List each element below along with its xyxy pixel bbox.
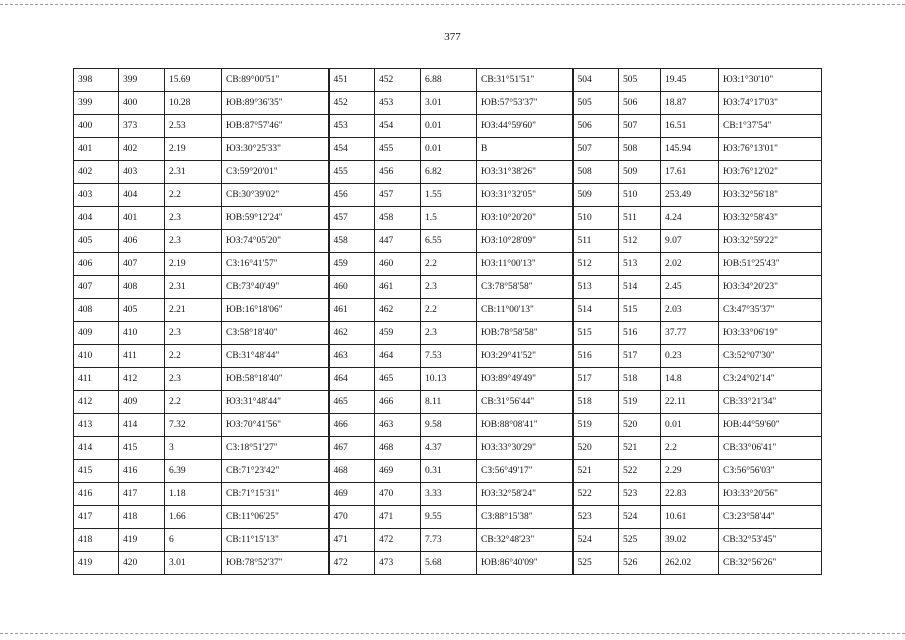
cell-from-point-group-1: 403: [74, 184, 119, 207]
cell-from-point-group-3: 514: [573, 299, 619, 322]
cell-distance-group-3: 262.02: [661, 552, 719, 575]
cell-bearing-group-2: ЮЗ:10°20'20": [477, 207, 573, 230]
survey-table-body: [74, 69, 822, 575]
cell-bearing-group-1: ЮВ:89°36'35": [222, 92, 329, 115]
cell-to-point-group-2: 457: [375, 184, 421, 207]
table-row: [74, 184, 822, 207]
cell-to-point-group-2: 459: [375, 322, 421, 345]
cell-bearing-group-1: СВ:11°06'25": [222, 506, 329, 529]
cell-bearing-group-2: ЮЗ:89°49'49": [477, 368, 573, 391]
cell-bearing-group-3: ЮЗ:33°06'19": [719, 322, 822, 345]
cell-bearing-group-1: ЮВ:58°18'40": [222, 368, 329, 391]
cell-from-point-group-1: 418: [74, 529, 119, 552]
cell-distance-group-2: 0.01: [421, 138, 477, 161]
cell-bearing-group-2: ЮВ:88°08'41": [477, 414, 573, 437]
cell-bearing-group-3: СВ:1°37'54": [719, 115, 822, 138]
cell-bearing-group-3: ЮЗ:76°12'02": [719, 161, 822, 184]
cell-bearing-group-1: СВ:30°39'02": [222, 184, 329, 207]
cell-from-point-group-2: 472: [329, 552, 375, 575]
cell-distance-group-2: 0.31: [421, 460, 477, 483]
cell-bearing-group-1: ЮВ:59°12'24": [222, 207, 329, 230]
table-row: [74, 391, 822, 414]
cell-from-point-group-2: 454: [329, 138, 375, 161]
cell-to-point-group-3: 520: [619, 414, 661, 437]
cell-bearing-group-1: СЗ:58°18'40": [222, 322, 329, 345]
cell-bearing-group-1: ЮЗ:31°48'44": [222, 391, 329, 414]
cell-to-point-group-1: 411: [119, 345, 165, 368]
cell-to-point-group-3: 517: [619, 345, 661, 368]
cell-to-point-group-3: 509: [619, 161, 661, 184]
cell-from-point-group-3: 512: [573, 253, 619, 276]
cell-bearing-group-2: СВ:31°56'44": [477, 391, 573, 414]
cell-to-point-group-1: 407: [119, 253, 165, 276]
cell-to-point-group-3: 511: [619, 207, 661, 230]
table-row: [74, 92, 822, 115]
cell-from-point-group-3: 522: [573, 483, 619, 506]
cell-distance-group-2: 6.88: [421, 69, 477, 92]
cell-from-point-group-3: 524: [573, 529, 619, 552]
cell-from-point-group-3: 517: [573, 368, 619, 391]
cell-to-point-group-2: 447: [375, 230, 421, 253]
cell-to-point-group-3: 525: [619, 529, 661, 552]
cell-to-point-group-1: 400: [119, 92, 165, 115]
cell-bearing-group-2: ЮЗ:44°59'60": [477, 115, 573, 138]
cell-from-point-group-3: 519: [573, 414, 619, 437]
cell-distance-group-2: 7.53: [421, 345, 477, 368]
table-row: [74, 322, 822, 345]
cell-from-point-group-2: 458: [329, 230, 375, 253]
cell-to-point-group-3: 515: [619, 299, 661, 322]
cell-bearing-group-2: ЮЗ:11°00'13": [477, 253, 573, 276]
cell-distance-group-2: 9.58: [421, 414, 477, 437]
cell-from-point-group-2: 455: [329, 161, 375, 184]
cell-distance-group-2: 2.3: [421, 276, 477, 299]
cell-distance-group-3: 9.07: [661, 230, 719, 253]
cell-from-point-group-2: 463: [329, 345, 375, 368]
cell-from-point-group-3: 504: [573, 69, 619, 92]
cell-from-point-group-1: 411: [74, 368, 119, 391]
cell-to-point-group-3: 521: [619, 437, 661, 460]
cell-bearing-group-1: ЮЗ:30°25'33": [222, 138, 329, 161]
cell-distance-group-3: 2.2: [661, 437, 719, 460]
cell-from-point-group-2: 468: [329, 460, 375, 483]
cell-bearing-group-1: СЗ:18°51'27": [222, 437, 329, 460]
cell-bearing-group-2: ЮВ:57°53'37": [477, 92, 573, 115]
cell-from-point-group-3: 509: [573, 184, 619, 207]
cell-distance-group-3: 14.8: [661, 368, 719, 391]
cell-bearing-group-3: СЗ:23°58'44": [719, 506, 822, 529]
cell-distance-group-3: 22.83: [661, 483, 719, 506]
cell-distance-group-1: 2.31: [165, 161, 222, 184]
cell-bearing-group-3: ЮЗ:32°56'18": [719, 184, 822, 207]
cell-to-point-group-2: 453: [375, 92, 421, 115]
cell-from-point-group-1: 419: [74, 552, 119, 575]
cell-from-point-group-2: 467: [329, 437, 375, 460]
cell-distance-group-2: 4.37: [421, 437, 477, 460]
cell-bearing-group-3: ЮЗ:34°20'23": [719, 276, 822, 299]
cell-from-point-group-1: 415: [74, 460, 119, 483]
table-row: [74, 552, 822, 575]
cell-distance-group-1: 2.53: [165, 115, 222, 138]
cell-distance-group-2: 8.11: [421, 391, 477, 414]
cell-to-point-group-1: 412: [119, 368, 165, 391]
cell-from-point-group-1: 409: [74, 322, 119, 345]
cell-bearing-group-1: ЮВ:78°52'37": [222, 552, 329, 575]
cell-to-point-group-2: 471: [375, 506, 421, 529]
cell-to-point-group-2: 465: [375, 368, 421, 391]
cell-distance-group-3: 4.24: [661, 207, 719, 230]
cell-to-point-group-2: 466: [375, 391, 421, 414]
cell-from-point-group-3: 521: [573, 460, 619, 483]
cell-bearing-group-3: СЗ:52°07'30": [719, 345, 822, 368]
cell-bearing-group-3: ЮЗ:1°30'10": [719, 69, 822, 92]
cell-to-point-group-1: 373: [119, 115, 165, 138]
cell-to-point-group-1: 406: [119, 230, 165, 253]
cell-bearing-group-1: ЮВ:87°57'46": [222, 115, 329, 138]
cell-distance-group-1: 2.2: [165, 345, 222, 368]
cell-to-point-group-1: 420: [119, 552, 165, 575]
cell-distance-group-1: 7.32: [165, 414, 222, 437]
cell-distance-group-3: 16.51: [661, 115, 719, 138]
cell-from-point-group-2: 452: [329, 92, 375, 115]
cell-from-point-group-3: 518: [573, 391, 619, 414]
cell-distance-group-3: 253.49: [661, 184, 719, 207]
table-row: [74, 276, 822, 299]
cell-to-point-group-2: 452: [375, 69, 421, 92]
cell-bearing-group-2: ЮВ:86°40'09": [477, 552, 573, 575]
cell-distance-group-2: 3.33: [421, 483, 477, 506]
cell-to-point-group-2: 470: [375, 483, 421, 506]
cell-to-point-group-1: 409: [119, 391, 165, 414]
cell-bearing-group-2: В: [477, 138, 573, 161]
cell-to-point-group-2: 468: [375, 437, 421, 460]
cell-to-point-group-2: 473: [375, 552, 421, 575]
cell-to-point-group-3: 523: [619, 483, 661, 506]
cell-bearing-group-3: ЮЗ:74°17'03": [719, 92, 822, 115]
table-row: [74, 506, 822, 529]
cell-distance-group-3: 18.87: [661, 92, 719, 115]
cell-bearing-group-2: ЮЗ:29°41'52": [477, 345, 573, 368]
cell-bearing-group-1: СВ:31°48'44": [222, 345, 329, 368]
cell-to-point-group-3: 524: [619, 506, 661, 529]
cell-distance-group-1: 2.3: [165, 207, 222, 230]
table-row: [74, 414, 822, 437]
cell-distance-group-3: 37.77: [661, 322, 719, 345]
cell-distance-group-2: 6.82: [421, 161, 477, 184]
cell-distance-group-2: 2.2: [421, 299, 477, 322]
cell-bearing-group-2: ЮЗ:31°32'05": [477, 184, 573, 207]
cell-to-point-group-1: 402: [119, 138, 165, 161]
table-row: [74, 437, 822, 460]
cell-from-point-group-1: 413: [74, 414, 119, 437]
cell-bearing-group-2: СЗ:56°49'17": [477, 460, 573, 483]
cell-from-point-group-2: 471: [329, 529, 375, 552]
cell-from-point-group-2: 453: [329, 115, 375, 138]
cell-from-point-group-2: 456: [329, 184, 375, 207]
cell-bearing-group-3: ЮЗ:32°59'22": [719, 230, 822, 253]
cell-distance-group-2: 2.3: [421, 322, 477, 345]
cell-distance-group-1: 2.2: [165, 184, 222, 207]
cell-distance-group-3: 0.23: [661, 345, 719, 368]
table-row: [74, 368, 822, 391]
cell-bearing-group-1: СЗ:16°41'57": [222, 253, 329, 276]
cell-distance-group-1: 6: [165, 529, 222, 552]
cell-distance-group-1: 15.69: [165, 69, 222, 92]
cell-bearing-group-2: ЮЗ:33°30'29": [477, 437, 573, 460]
cell-bearing-group-3: СВ:33°21'34": [719, 391, 822, 414]
cell-distance-group-2: 1.55: [421, 184, 477, 207]
cell-bearing-group-3: СВ:33°06'41": [719, 437, 822, 460]
cell-distance-group-3: 2.03: [661, 299, 719, 322]
cell-distance-group-1: 2.3: [165, 368, 222, 391]
cell-from-point-group-3: 515: [573, 322, 619, 345]
cell-to-point-group-3: 508: [619, 138, 661, 161]
cell-to-point-group-2: 469: [375, 460, 421, 483]
cell-bearing-group-2: СЗ:88°15'38": [477, 506, 573, 529]
cell-to-point-group-1: 408: [119, 276, 165, 299]
cell-from-point-group-3: 510: [573, 207, 619, 230]
cell-to-point-group-1: 403: [119, 161, 165, 184]
cell-from-point-group-3: 513: [573, 276, 619, 299]
cell-to-point-group-1: 418: [119, 506, 165, 529]
cell-distance-group-2: 9.55: [421, 506, 477, 529]
cell-from-point-group-2: 460: [329, 276, 375, 299]
cell-distance-group-3: 2.02: [661, 253, 719, 276]
cell-distance-group-2: 2.2: [421, 253, 477, 276]
cell-from-point-group-3: 505: [573, 92, 619, 115]
cell-distance-group-1: 10.28: [165, 92, 222, 115]
cell-to-point-group-2: 455: [375, 138, 421, 161]
cell-to-point-group-1: 419: [119, 529, 165, 552]
cell-from-point-group-1: 416: [74, 483, 119, 506]
table-row: [74, 483, 822, 506]
cell-from-point-group-2: 462: [329, 322, 375, 345]
cell-from-point-group-2: 470: [329, 506, 375, 529]
table-row: [74, 460, 822, 483]
cell-from-point-group-2: 451: [329, 69, 375, 92]
cell-bearing-group-3: ЮЗ:33°20'56": [719, 483, 822, 506]
cell-bearing-group-1: ЮЗ:70°41'56": [222, 414, 329, 437]
cell-to-point-group-2: 460: [375, 253, 421, 276]
cell-distance-group-3: 19.45: [661, 69, 719, 92]
cell-to-point-group-2: 464: [375, 345, 421, 368]
cell-to-point-group-3: 512: [619, 230, 661, 253]
cell-bearing-group-1: СВ:71°15'31": [222, 483, 329, 506]
cell-from-point-group-2: 466: [329, 414, 375, 437]
cell-from-point-group-1: 404: [74, 207, 119, 230]
cell-distance-group-2: 6.55: [421, 230, 477, 253]
cell-distance-group-3: 145.94: [661, 138, 719, 161]
table-row: [74, 207, 822, 230]
cell-to-point-group-1: 415: [119, 437, 165, 460]
cell-distance-group-2: 5.68: [421, 552, 477, 575]
cell-to-point-group-2: 456: [375, 161, 421, 184]
cell-from-point-group-2: 459: [329, 253, 375, 276]
cell-to-point-group-1: 405: [119, 299, 165, 322]
cell-to-point-group-2: 472: [375, 529, 421, 552]
scan-edge-top: [0, 4, 905, 5]
cell-distance-group-2: 10.13: [421, 368, 477, 391]
table-row: [74, 253, 822, 276]
cell-from-point-group-2: 469: [329, 483, 375, 506]
cell-bearing-group-2: ЮВ:78°58'58": [477, 322, 573, 345]
table-row: [74, 69, 822, 92]
cell-from-point-group-1: 410: [74, 345, 119, 368]
cell-to-point-group-1: 416: [119, 460, 165, 483]
cell-distance-group-3: 10.61: [661, 506, 719, 529]
cell-to-point-group-3: 516: [619, 322, 661, 345]
cell-from-point-group-1: 399: [74, 92, 119, 115]
cell-from-point-group-2: 464: [329, 368, 375, 391]
cell-to-point-group-3: 513: [619, 253, 661, 276]
cell-bearing-group-2: СВ:11°00'13": [477, 299, 573, 322]
page-number: 377: [444, 31, 461, 43]
cell-from-point-group-1: 400: [74, 115, 119, 138]
cell-to-point-group-2: 458: [375, 207, 421, 230]
cell-to-point-group-3: 505: [619, 69, 661, 92]
cell-bearing-group-1: ЮЗ:74°05'20": [222, 230, 329, 253]
cell-from-point-group-3: 523: [573, 506, 619, 529]
scan-edge-bottom: [0, 633, 905, 634]
cell-distance-group-1: 6.39: [165, 460, 222, 483]
cell-distance-group-1: 2.3: [165, 230, 222, 253]
table-row: [74, 138, 822, 161]
cell-distance-group-3: 0.01: [661, 414, 719, 437]
table-row: [74, 345, 822, 368]
table-row: [74, 299, 822, 322]
cell-distance-group-1: 2.21: [165, 299, 222, 322]
cell-from-point-group-3: 506: [573, 115, 619, 138]
cell-from-point-group-3: 508: [573, 161, 619, 184]
table-row: [74, 115, 822, 138]
cell-to-point-group-2: 461: [375, 276, 421, 299]
cell-to-point-group-3: 526: [619, 552, 661, 575]
survey-table: [73, 68, 822, 575]
cell-from-point-group-1: 402: [74, 161, 119, 184]
cell-to-point-group-2: 463: [375, 414, 421, 437]
cell-from-point-group-3: 516: [573, 345, 619, 368]
table-row: [74, 230, 822, 253]
cell-distance-group-2: 1.5: [421, 207, 477, 230]
cell-from-point-group-1: 412: [74, 391, 119, 414]
cell-distance-group-1: 2.2: [165, 391, 222, 414]
cell-bearing-group-1: СВ:89°00'51": [222, 69, 329, 92]
cell-distance-group-1: 1.18: [165, 483, 222, 506]
cell-distance-group-3: 39.02: [661, 529, 719, 552]
cell-bearing-group-3: СЗ:24°02'14": [719, 368, 822, 391]
cell-distance-group-3: 17.61: [661, 161, 719, 184]
cell-bearing-group-1: ЮВ:16°18'06": [222, 299, 329, 322]
cell-distance-group-1: 1.66: [165, 506, 222, 529]
cell-distance-group-1: 3: [165, 437, 222, 460]
cell-bearing-group-1: СВ:11°15'13": [222, 529, 329, 552]
cell-to-point-group-2: 454: [375, 115, 421, 138]
cell-distance-group-2: 3.01: [421, 92, 477, 115]
cell-bearing-group-2: СЗ:78°58'58": [477, 276, 573, 299]
cell-distance-group-2: 0.01: [421, 115, 477, 138]
cell-distance-group-1: 2.19: [165, 253, 222, 276]
cell-from-point-group-1: 405: [74, 230, 119, 253]
cell-from-point-group-1: 407: [74, 276, 119, 299]
cell-bearing-group-2: ЮЗ:31°38'26": [477, 161, 573, 184]
cell-to-point-group-3: 506: [619, 92, 661, 115]
cell-bearing-group-3: ЮЗ:76°13'01": [719, 138, 822, 161]
cell-bearing-group-3: СВ:32°56'26": [719, 552, 822, 575]
cell-bearing-group-1: СЗ:59°20'01": [222, 161, 329, 184]
cell-from-point-group-3: 507: [573, 138, 619, 161]
cell-to-point-group-1: 410: [119, 322, 165, 345]
cell-from-point-group-3: 511: [573, 230, 619, 253]
cell-from-point-group-1: 417: [74, 506, 119, 529]
cell-from-point-group-2: 465: [329, 391, 375, 414]
cell-from-point-group-1: 406: [74, 253, 119, 276]
cell-to-point-group-3: 514: [619, 276, 661, 299]
cell-to-point-group-1: 417: [119, 483, 165, 506]
cell-to-point-group-3: 519: [619, 391, 661, 414]
cell-distance-group-1: 2.3: [165, 322, 222, 345]
cell-distance-group-1: 2.31: [165, 276, 222, 299]
cell-distance-group-3: 2.45: [661, 276, 719, 299]
cell-bearing-group-3: ЮЗ:32°58'43": [719, 207, 822, 230]
cell-to-point-group-1: 401: [119, 207, 165, 230]
cell-bearing-group-3: ЮВ:51°25'43": [719, 253, 822, 276]
cell-bearing-group-1: СВ:71°23'42": [222, 460, 329, 483]
cell-to-point-group-3: 507: [619, 115, 661, 138]
table-row: [74, 529, 822, 552]
cell-from-point-group-3: 520: [573, 437, 619, 460]
cell-bearing-group-3: СЗ:56°56'03": [719, 460, 822, 483]
cell-to-point-group-1: 414: [119, 414, 165, 437]
cell-bearing-group-2: СВ:31°51'51": [477, 69, 573, 92]
cell-from-point-group-3: 525: [573, 552, 619, 575]
cell-from-point-group-1: 414: [74, 437, 119, 460]
cell-distance-group-3: 2.29: [661, 460, 719, 483]
cell-bearing-group-2: ЮЗ:10°28'09": [477, 230, 573, 253]
cell-bearing-group-3: СВ:32°53'45": [719, 529, 822, 552]
cell-bearing-group-1: СВ:73°40'49": [222, 276, 329, 299]
cell-from-point-group-2: 461: [329, 299, 375, 322]
cell-from-point-group-2: 457: [329, 207, 375, 230]
cell-distance-group-2: 7.73: [421, 529, 477, 552]
cell-to-point-group-1: 399: [119, 69, 165, 92]
cell-to-point-group-2: 462: [375, 299, 421, 322]
cell-from-point-group-1: 408: [74, 299, 119, 322]
cell-from-point-group-1: 398: [74, 69, 119, 92]
cell-distance-group-3: 22.11: [661, 391, 719, 414]
cell-bearing-group-2: ЮЗ:32°58'24": [477, 483, 573, 506]
cell-bearing-group-3: СЗ:47°35'37": [719, 299, 822, 322]
cell-to-point-group-3: 518: [619, 368, 661, 391]
cell-bearing-group-2: СВ:32°48'23": [477, 529, 573, 552]
cell-distance-group-1: 3.01: [165, 552, 222, 575]
cell-bearing-group-3: ЮВ:44°59'60": [719, 414, 822, 437]
cell-to-point-group-1: 404: [119, 184, 165, 207]
cell-distance-group-1: 2.19: [165, 138, 222, 161]
cell-from-point-group-1: 401: [74, 138, 119, 161]
table-row: [74, 161, 822, 184]
cell-to-point-group-3: 522: [619, 460, 661, 483]
cell-to-point-group-3: 510: [619, 184, 661, 207]
